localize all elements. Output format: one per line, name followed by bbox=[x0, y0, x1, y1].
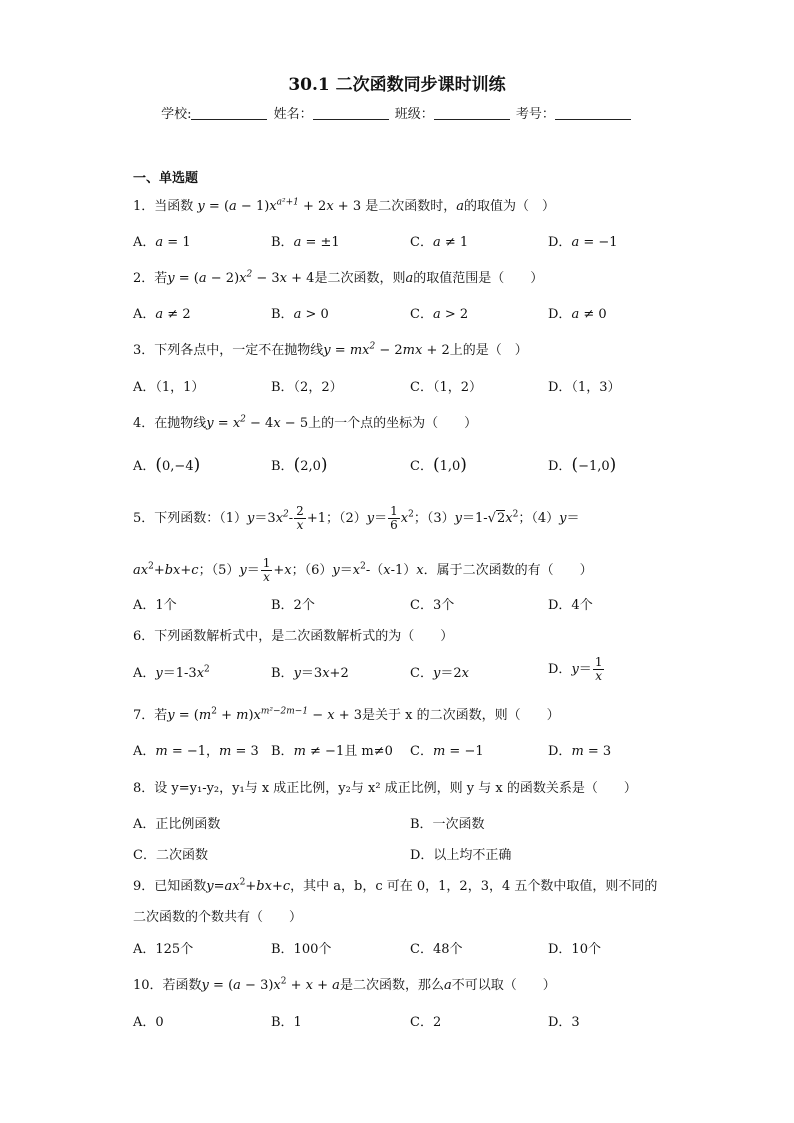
q6-option-a[interactable]: A．$y=1-3x^2$ bbox=[133, 664, 210, 681]
q8-option-c[interactable]: C．二次函数 bbox=[133, 848, 208, 863]
exam-number-label: 考号： bbox=[515, 107, 555, 122]
q4-option-c[interactable]: C．(1,0) bbox=[410, 455, 467, 475]
q10-option-c[interactable]: C．2 bbox=[410, 1015, 442, 1030]
q5-option-c[interactable]: C．3个 bbox=[410, 598, 455, 613]
question-5: 5．下列函数：$(1)y=3x^2-$ $\frac{2}{x}$ +1；（2）y＝ $\frac{1}{6}$ $x^2$；$(3)y=1-√2x^2$；（4）y＝ bbox=[133, 504, 580, 532]
question-4: 4．在抛物线$y = x^2 - 4x - 5$上的一个点的坐标为（ ） bbox=[133, 414, 478, 431]
q10-option-b[interactable]: B．1 bbox=[271, 1015, 302, 1030]
q1-option-b[interactable]: B．a = ±1 bbox=[271, 235, 340, 250]
q7-option-a[interactable]: A．m = −1，m = 3 bbox=[133, 744, 259, 759]
question-10: 10．若函数$y = (a - 3)x^2 + x + a$是二次函数，那么a不可以取（ ） bbox=[133, 976, 556, 993]
q1-option-a[interactable]: A．a = 1 bbox=[133, 235, 191, 250]
q9-option-b[interactable]: B．100个 bbox=[271, 942, 332, 957]
q4-option-b[interactable]: B．(2,0) bbox=[271, 455, 328, 475]
question-1: 1．当函数 $y = (a - 1)x^{a^2+1} + 2x + 3$ 是二次函数时，a的取值为（ ） bbox=[133, 197, 556, 214]
q3-option-b[interactable]: B．（2，2） bbox=[271, 380, 343, 395]
q5-option-d[interactable]: D．4个 bbox=[548, 598, 593, 613]
question-9-line-2: 二次函数的个数共有（ ） bbox=[133, 910, 303, 925]
q4-option-d[interactable]: D．(−1,0) bbox=[548, 455, 617, 475]
q2-option-c[interactable]: C．a > 2 bbox=[410, 307, 469, 322]
q3-option-a[interactable]: A．（1，1） bbox=[133, 380, 205, 395]
q4-option-a[interactable]: A．(0,−4) bbox=[133, 455, 201, 475]
page-title: 30.1 二次函数同步课时训练 bbox=[288, 75, 506, 95]
class-blank[interactable] bbox=[434, 107, 510, 120]
q2-option-d[interactable]: D．a ≠ 0 bbox=[548, 307, 607, 322]
q7-option-c[interactable]: C．m = −1 bbox=[410, 744, 484, 759]
q7-option-b[interactable]: B．m ≠ −1且 m≠0 bbox=[271, 744, 393, 759]
school-blank[interactable] bbox=[191, 107, 267, 120]
question-7: 7．若$y = (m^2 + m)x^{m^2-2m-1} - x + 3$是关于 x 的二次函数，则（ ） bbox=[133, 706, 560, 723]
section-heading: 一、单选题 bbox=[133, 171, 199, 186]
question-6: 6．下列函数解析式中，是二次函数解析式的为（ ） bbox=[133, 629, 454, 644]
q8-option-a[interactable]: A．正比例函数 bbox=[133, 817, 221, 832]
exam-number-blank[interactable] bbox=[555, 107, 631, 120]
student-info-line bbox=[0, 103, 794, 122]
name-label: 姓名： bbox=[273, 107, 313, 122]
question-9: 9．已知函数$y=ax^2+bx+c$，其中 a，b，c 可在 0，1，2，3，4 五个数中取值，则不同的 bbox=[133, 877, 658, 894]
q8-option-b[interactable]: B．一次函数 bbox=[410, 817, 485, 832]
question-8: 8．设 y=y₁-y₂，y₁与 x 成正比例，y₂与 x² 成正比例，则 y 与 x 的函数关系是（ ） bbox=[133, 781, 637, 796]
q7-option-d[interactable]: D．m = 3 bbox=[548, 744, 612, 759]
q10-option-d[interactable]: D．3 bbox=[548, 1015, 580, 1030]
question-5-line-2: $ax^2+bx+c$；（5）y＝ $\frac{1}{x}$ +x；$(6)y=x^2-(x-1)x$．属于二次函数的有（ ） bbox=[133, 556, 593, 584]
class-label: 班级： bbox=[394, 107, 434, 122]
q9-option-c[interactable]: C．48个 bbox=[410, 942, 463, 957]
q10-option-a[interactable]: A．0 bbox=[133, 1015, 164, 1030]
q1-text-mid: 是二次函数时， bbox=[365, 199, 457, 214]
q9-option-a[interactable]: A．125个 bbox=[133, 942, 194, 957]
q9-option-d[interactable]: D．10个 bbox=[548, 942, 601, 957]
q2-option-a[interactable]: A．a ≠ 2 bbox=[133, 307, 191, 322]
q5-option-a[interactable]: A．1个 bbox=[133, 598, 177, 613]
q2-option-b[interactable]: B．a > 0 bbox=[271, 307, 329, 322]
q3-option-d[interactable]: D．（1，3） bbox=[548, 380, 621, 395]
school-label: 学校: bbox=[161, 107, 192, 122]
q6-option-c[interactable]: C．y＝2x bbox=[410, 666, 469, 681]
q1-formula: $y = (a - 1)x^{a^2+1} + 2x + 3$ bbox=[197, 197, 362, 214]
name-blank[interactable] bbox=[313, 107, 389, 120]
question-3: 3．下列各点中，一定不在抛物线$y = mx^2 - 2mx + 2$上的是（ ） bbox=[133, 341, 528, 358]
q5-option-b[interactable]: B．2个 bbox=[271, 598, 315, 613]
q1-option-d[interactable]: D．a = −1 bbox=[548, 235, 618, 250]
q1-text-post: 的取值为（ ） bbox=[464, 199, 556, 214]
q6-option-d[interactable]: D．y＝ $\frac{1}{x}$ bbox=[548, 655, 603, 683]
q1-text-pre: 1．当函数 bbox=[133, 199, 194, 214]
q3-option-c[interactable]: C．（1，2） bbox=[410, 380, 482, 395]
q6-option-b[interactable]: B．y＝3x+2 bbox=[271, 666, 349, 681]
question-2: 2．若$y = (a - 2)x^2 - 3x + 4$是二次函数，则a的取值范围是（ ） bbox=[133, 269, 544, 286]
q1-option-c[interactable]: C．a ≠ 1 bbox=[410, 235, 469, 250]
q8-option-d[interactable]: D．以上均不正确 bbox=[410, 848, 512, 863]
